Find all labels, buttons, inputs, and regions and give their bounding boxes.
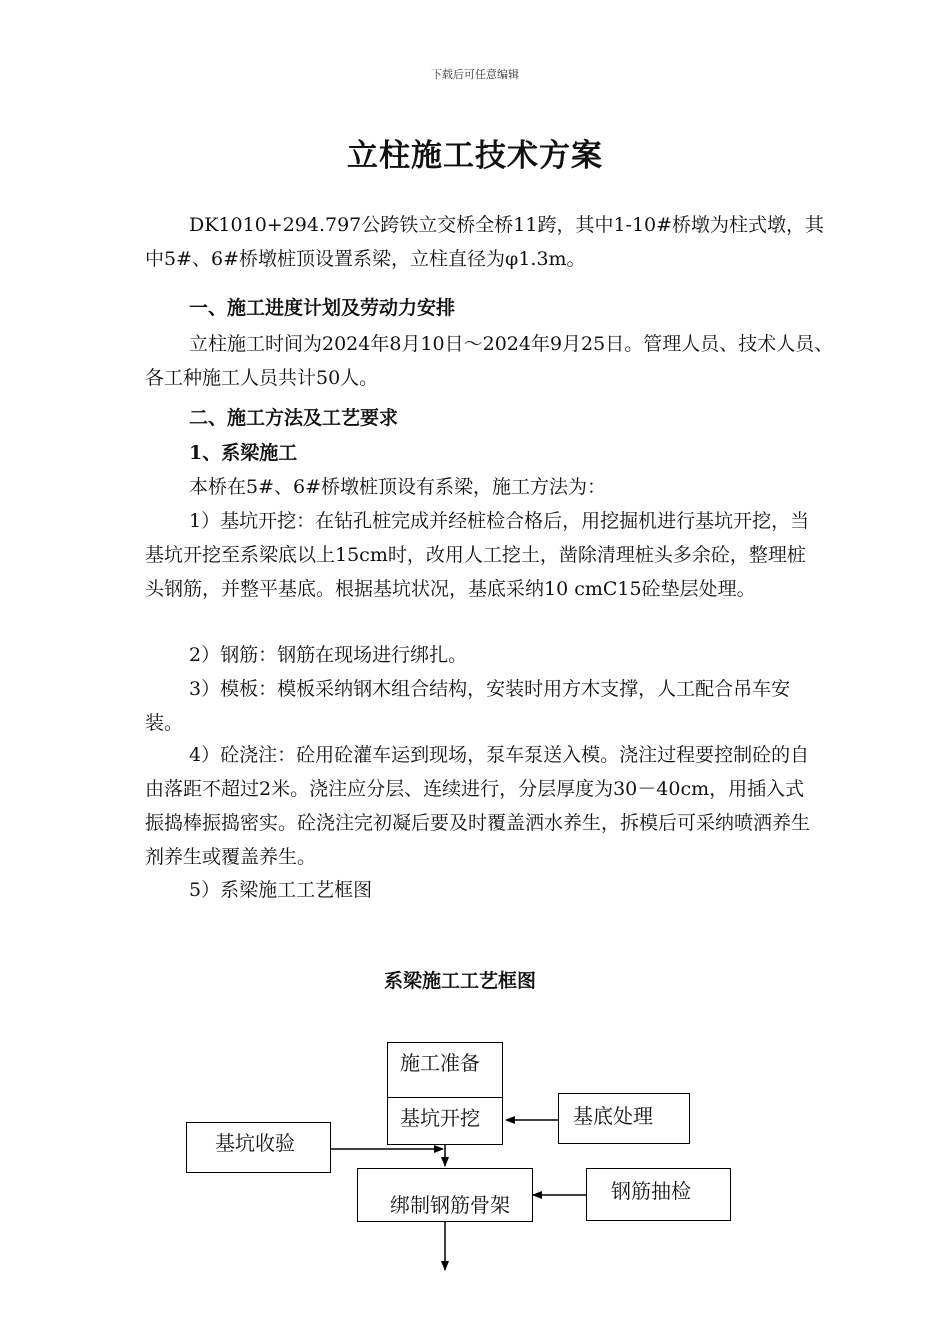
box-label: 绑制钢筋骨架 <box>390 1193 510 1217</box>
section1-text: 立柱施工时间为2024年8月10日～2024年9月25日。管理人员、技术人员、各工种施工人员共计50人。 <box>145 333 834 389</box>
box-label: 施工准备 <box>400 1051 480 1075</box>
header-note: 下载后可任意编辑 <box>431 68 519 81</box>
sub1-intro: 本桥在5#、6#桥墩桩顶设有系梁，施工方法为： <box>189 476 607 498</box>
box-label: 基坑收验 <box>215 1131 295 1155</box>
box-label: 基底处理 <box>573 1104 653 1128</box>
flowchart-title: 系梁施工工艺框图 <box>383 970 536 992</box>
box-rebar-check <box>586 1168 731 1221</box>
item-excavation: 1）基坑开挖：在钻孔桩完成并经桩检合格后，用挖掘机进行基坑开挖，当基坑开挖至系梁底以上15cm时，改用人工挖土，凿除清理桩头多余砼，整理桩头钢筋，并整平基底。根据基坑状况，基底采纳10 cmC15砼垫层处理。 <box>145 510 810 600</box>
item-formwork: 3）模板：模板采纳钢木组合结构，安装时用方木支撑，人工配合吊车安装。 <box>145 678 791 734</box>
item-rebar: 2）钢筋：钢筋在现场进行绑扎。 <box>189 644 468 666</box>
item-flowchart-ref: 5）系梁施工工艺框图 <box>189 879 373 901</box>
box-base-treatment <box>558 1093 690 1144</box>
page-title: 立柱施工技术方案 <box>347 138 603 174</box>
section1-heading: 一、施工进度计划及劳动力安排 <box>189 297 456 319</box>
box-pit-excavation <box>387 1097 503 1145</box>
box-construction-prep <box>387 1042 503 1099</box>
box-rebar-cage <box>357 1168 533 1222</box>
section2-heading: 二、施工方法及工艺要求 <box>189 407 399 429</box>
item-concrete: 4）砼浇注：砼用砼灌车运到现场，泵车泵送入模。浇注过程要控制砼的自由落距不超过2米。浇注应分层、连续进行，分层厚度为30－40cm，用插入式振捣棒振捣密实。砼浇注完初凝后要及时覆盖洒水养生，拆模后可采纳喷洒养生剂养生或覆盖养生。 <box>145 744 811 868</box>
box-label: 基坑开挖 <box>400 1106 480 1130</box>
box-label: 钢筋抽检 <box>611 1179 691 1203</box>
sub1-heading: 1、系梁施工 <box>189 442 298 464</box>
intro-paragraph: DK1010+294.797公跨铁立交桥全桥11跨，其中1-10#桥墩为柱式墩，其中5#、6#桥墩桩顶设置系梁，立柱直径为φ1.3m。 <box>145 214 825 270</box>
box-pit-inspection <box>186 1122 331 1173</box>
